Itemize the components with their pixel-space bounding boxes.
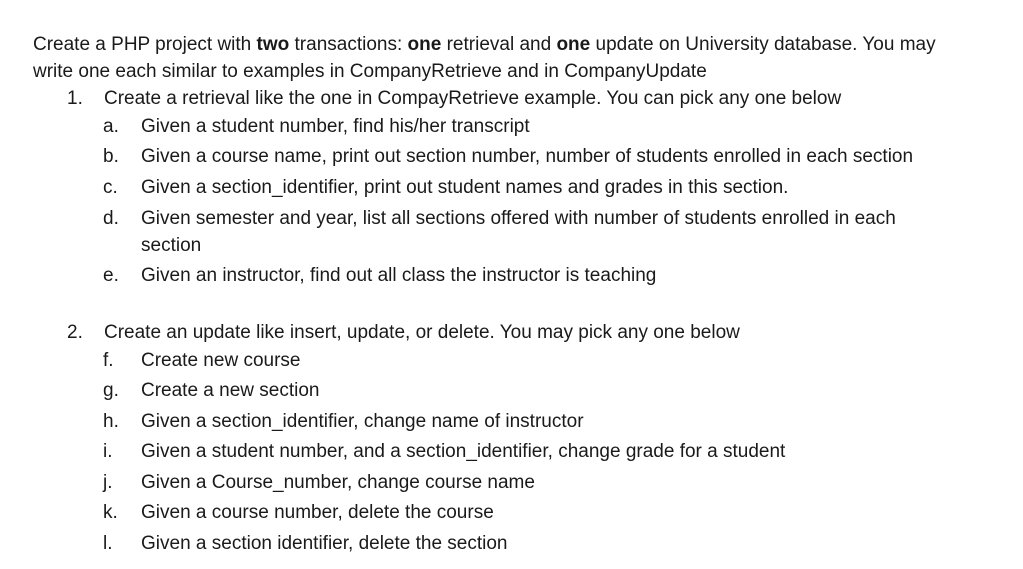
intro-text: retrieval and bbox=[441, 34, 557, 55]
list-item-letter: b. bbox=[103, 146, 119, 167]
section-1-number: 1. bbox=[67, 88, 83, 109]
list-item-text: Given semester and year, list all sections offered with number of students enrolled in each bbox=[141, 208, 896, 229]
list-item-letter: k. bbox=[103, 502, 118, 523]
intro-line-1 bbox=[33, 34, 936, 56]
intro-bold-one: one bbox=[556, 34, 591, 55]
list-item-text: Given a course name, print out section number, number of students enrolled in each section bbox=[141, 146, 914, 167]
intro-bold-two: two bbox=[256, 34, 290, 55]
intro-line-2: write one each similar to examples in CompanyRetrieve and in CompanyUpdate bbox=[33, 61, 707, 82]
intro-text: transactions: bbox=[289, 34, 408, 55]
list-item-text: Given a student number, and a section_identifier, change grade for a student bbox=[141, 441, 786, 462]
list-item-text: Given an instructor, find out all class the instructor is teaching bbox=[141, 265, 657, 286]
list-item-text: Given a student number, find his/her transcript bbox=[141, 116, 530, 137]
section-2-heading: Create an update like insert, update, or delete. You may pick any one below bbox=[104, 322, 740, 343]
list-item-text: Create a new section bbox=[141, 380, 320, 401]
list-item-text: Given a Course_number, change course name bbox=[141, 472, 535, 493]
list-item-letter: j. bbox=[103, 472, 113, 493]
list-item-text-continuation: section bbox=[141, 235, 202, 256]
intro-bold-one: one bbox=[407, 34, 442, 55]
list-item-letter: g. bbox=[103, 380, 119, 401]
intro-text: Create a PHP project with bbox=[33, 34, 257, 55]
list-item-letter: i. bbox=[103, 441, 113, 462]
list-item-text: Given a course number, delete the course bbox=[141, 502, 494, 523]
list-item-letter: e. bbox=[103, 265, 119, 286]
list-item-letter: a. bbox=[103, 116, 119, 137]
list-item-letter: f. bbox=[103, 350, 114, 371]
intro-text: update on University database. You may bbox=[590, 34, 936, 55]
list-item-letter: c. bbox=[103, 177, 118, 198]
section-1-heading: Create a retrieval like the one in CompayRetrieve example. You can pick any one below bbox=[104, 88, 842, 109]
list-item-text: Given a section_identifier, change name of instructor bbox=[141, 411, 584, 432]
list-item-text: Given a section_identifier, print out student names and grades in this section. bbox=[141, 177, 789, 198]
list-item-letter: d. bbox=[103, 208, 119, 229]
list-item-text: Create new course bbox=[141, 350, 301, 371]
list-item-letter: h. bbox=[103, 411, 119, 432]
list-item-text: Given a section identifier, delete the section bbox=[141, 533, 508, 554]
list-item-letter: l. bbox=[103, 533, 113, 554]
section-2-number: 2. bbox=[67, 322, 83, 343]
